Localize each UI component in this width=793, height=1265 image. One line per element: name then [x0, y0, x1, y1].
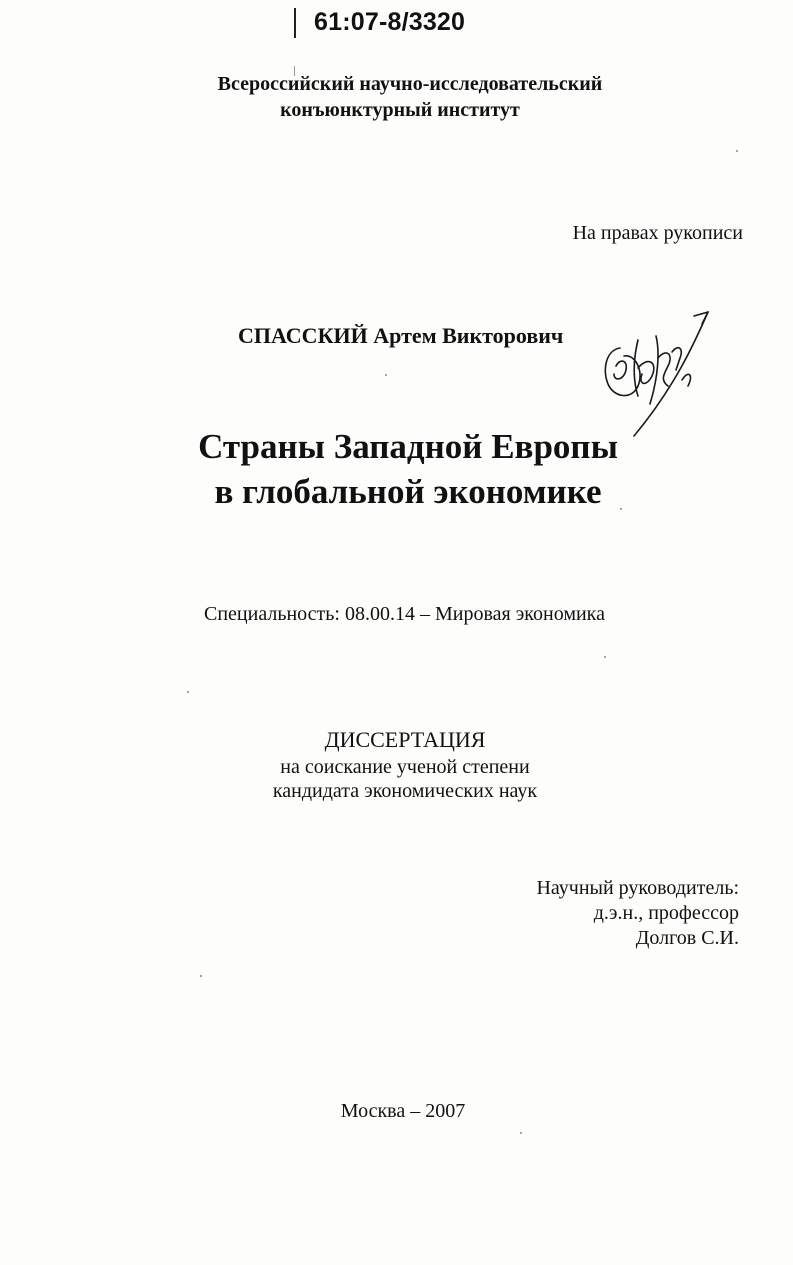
degree-purpose-line: на соискание ученой степени [280, 756, 530, 778]
scan-speck [620, 508, 622, 510]
scan-speck [200, 975, 202, 977]
rights-note: На правах рукописи [572, 222, 743, 244]
institute-name-line1: Всероссийский научно-исследовательский [217, 73, 603, 95]
supervisor-degree: д.э.н., профессор [593, 902, 739, 924]
supervisor-label: Научный руководитель: [536, 877, 739, 899]
dissertation-title-line1: Страны Западной Европы [198, 427, 618, 466]
scan-speck [520, 1132, 522, 1134]
scan-speck [187, 691, 189, 693]
stamp-divider [294, 8, 296, 38]
scan-speck [736, 150, 738, 152]
archive-stamp-number: 61:07-8/3320 [314, 8, 466, 36]
degree-name-line: кандидата экономических наук [272, 780, 538, 802]
supervisor-name: Долгов С.И. [635, 927, 739, 949]
scan-speck [604, 656, 606, 658]
specialty-line: Специальность: 08.00.14 – Мировая экономика [204, 603, 605, 625]
scan-speck [385, 374, 387, 376]
dissertation-title-line2: в глобальной экономике [214, 472, 602, 511]
handwritten-signature [598, 308, 716, 440]
institute-name-line2: конъюнктурный институт [280, 99, 520, 121]
author-name: СПАССКИЙ Артем Викторович [238, 323, 564, 348]
city-year: Москва – 2007 [340, 1100, 466, 1122]
document-type: ДИССЕРТАЦИЯ [324, 727, 486, 752]
